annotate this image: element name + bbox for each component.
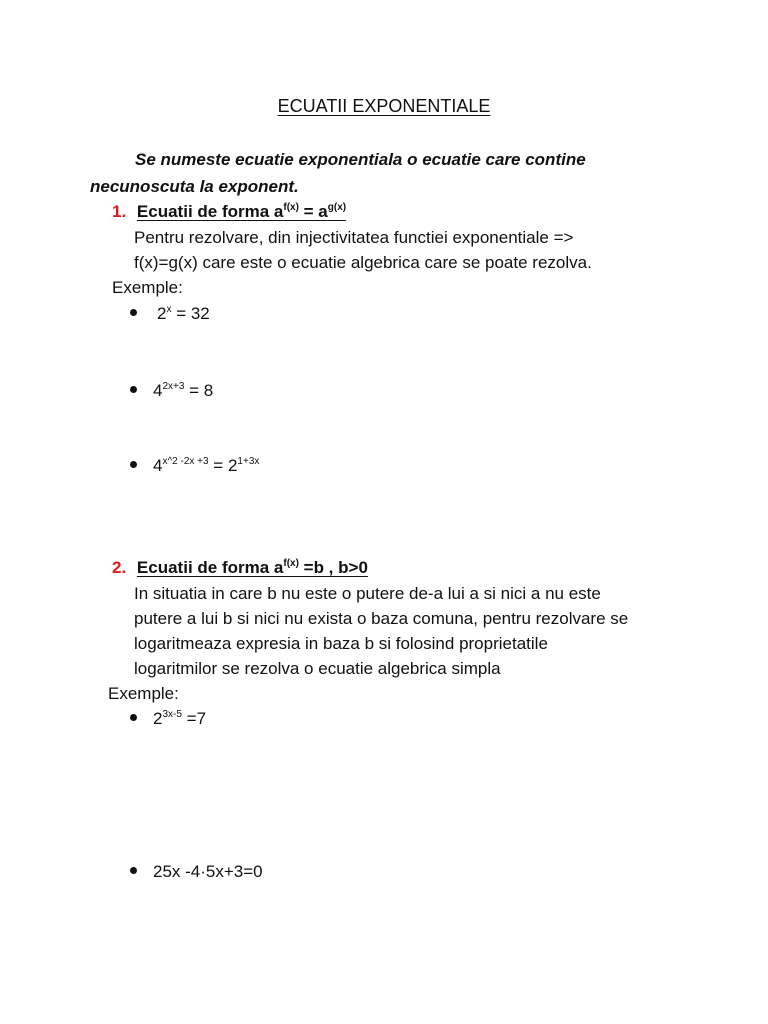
section-2-body-line-4: logaritmilor se rezolva o ecuatie algebrica simpla bbox=[134, 659, 501, 678]
section-1-header bbox=[112, 202, 346, 222]
list-item: $4^{2x+3} = 8$ bbox=[130, 381, 213, 401]
section-2-body-line-2: putere a lui b si nici nu exista o baza comuna, pentru rezolvare se bbox=[134, 609, 629, 628]
section-1-body-line-1: Pentru rezolvare, din injectivitatea functiei exponentiale => bbox=[134, 228, 574, 247]
list-item: $2^x = 32$ bbox=[130, 304, 210, 324]
section-2-header bbox=[112, 558, 368, 578]
intro-line-2: necunoscuta la exponent. bbox=[90, 177, 299, 196]
bullet-icon bbox=[130, 461, 137, 468]
section-1-examples-label: Exemple: bbox=[112, 278, 183, 297]
section-2-heading: Ecuatii de forma $a^{f(x)} =b$ , b>0 bbox=[136, 558, 368, 577]
bullet-icon bbox=[130, 714, 137, 721]
list-item: 25x -4·5x+3=0 bbox=[130, 862, 263, 882]
section-1-heading: Ecuatii de forma $a^{f(x)} = a^{g(x)}$ bbox=[136, 202, 347, 221]
bullet-icon bbox=[130, 386, 137, 393]
intro-line-1: Se numeste ecuatie exponentiala o ecuatie care contine bbox=[135, 150, 586, 169]
bullet-icon bbox=[130, 867, 137, 874]
page-title: ECUATII EXPONENTIALE bbox=[277, 96, 491, 116]
section-2-body-line-1: In situatia in care b nu este o putere de-a lui a si nici a nu este bbox=[134, 584, 601, 603]
list-item: $4^{x\^{}2 -2x +3} = 2^{1+3x}$ bbox=[130, 456, 259, 476]
section-1-body-line-2: f(x)=g(x) care este o ecuatie algebrica care se poate rezolva. bbox=[134, 253, 592, 272]
section-2-number: 2. bbox=[112, 558, 127, 577]
bullet-icon bbox=[130, 309, 137, 316]
list-item: $2^{3x-5} =7$ bbox=[130, 709, 206, 729]
section-2-body-line-3: logaritmeaza expresia in baza b si folosind proprietatile bbox=[134, 634, 548, 653]
section-1-number: 1. bbox=[112, 202, 127, 221]
section-2-examples-label: Exemple: bbox=[108, 684, 179, 703]
